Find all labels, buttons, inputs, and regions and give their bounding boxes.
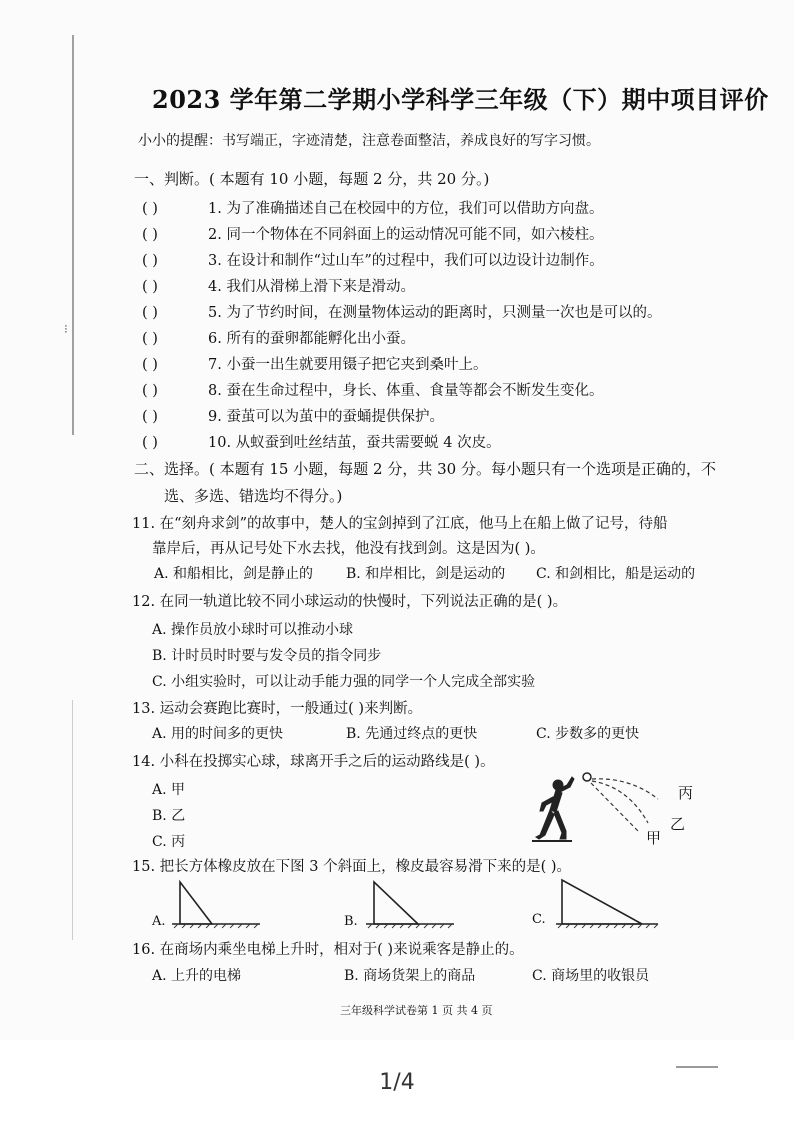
answer-blank[interactable]: ( ) (142, 279, 158, 295)
answer-blank[interactable]: ( ) (142, 383, 158, 399)
q15-option-a[interactable]: A. (152, 914, 166, 929)
q11-stem: 11. 在“刻舟求剑”的故事中，楚人的宝剑掉到了江底，他马上在船上做了记号，待船 (132, 516, 668, 532)
q16-option-b[interactable]: B. 商场货架上的商品 (344, 968, 476, 984)
answer-blank[interactable]: ( ) (142, 227, 158, 243)
answer-blank[interactable]: ( ) (142, 305, 158, 321)
binding-line-lower (72, 700, 73, 940)
q13-stem: 13. 运动会赛跑比赛时，一般通过( )来判断。 (132, 701, 423, 717)
tf-item-4: ( ) 4. 我们从滑梯上滑下来是滑动。 (142, 279, 415, 295)
q14-stem: 14. 小科在投掷实心球，球离开手之后的运动路线是( )。 (132, 754, 495, 770)
tf-item-3: ( ) 3. 在设计和制作“过山车”的过程中，我们可以边设计边制作。 (142, 253, 604, 269)
tf-item-8: ( ) 8. 蚕在生命过程中，身长、体重、食量等都会不断发生变化。 (142, 383, 604, 399)
answer-blank[interactable]: ( ) (142, 357, 158, 373)
label-bing: 丙 (678, 784, 694, 802)
shot-put-figure (520, 765, 720, 850)
q11-stem-cont: 靠岸后，再从记号处下水去找，他没有找到剑。这是因为( )。 (152, 541, 545, 557)
answer-blank[interactable]: ( ) (142, 331, 158, 347)
answer-blank[interactable]: ( ) (142, 253, 158, 269)
slope-b-figure (362, 880, 462, 930)
q14-option-a[interactable]: A. 甲 (152, 782, 186, 798)
tf-item-2: ( ) 2. 同一个物体在不同斜面上的运动情况可能不同，如六棱柱。 (142, 227, 604, 243)
q15-option-b[interactable]: B. (344, 914, 358, 929)
q13-option-a[interactable]: A. 用的时间多的更快 (152, 726, 284, 742)
q11-option-b[interactable]: B. 和岸相比，剑是运动的 (346, 566, 506, 582)
q12-option-c[interactable]: C. 小组实验时，可以让动手能力强的同学一个人完成全部实验 (152, 674, 536, 690)
trajectory-jia (591, 783, 638, 831)
tf-item-7: ( ) 7. 小蚕一出生就要用镊子把它夹到桑叶上。 (142, 357, 488, 373)
label-jia: 甲 (646, 829, 662, 847)
q12-option-a[interactable]: A. 操作员放小球时可以推动小球 (152, 622, 354, 638)
tf-item-5: ( ) 5. 为了节约时间，在测量物体运动的距离时，只测量一次也是可以的。 (142, 305, 662, 321)
scan-smudge (676, 1066, 718, 1068)
answer-blank[interactable]: ( ) (142, 409, 158, 425)
exam-title: 2023 学年第二学期小学科学三年级（下）期中项目评价 (152, 85, 769, 114)
tf-item-9: ( ) 9. 蚕茧可以为茧中的蚕蛹提供保护。 (142, 409, 444, 425)
part2-heading: 二、选择。( 本题有 15 小题，每题 2 分，共 30 分。每小题只有一个选项是正确的，不 (134, 460, 716, 478)
slope-a-figure (168, 880, 268, 930)
binding-line (72, 35, 74, 435)
tf-item-10: ( ) 10. 从蚁蚕到吐丝结茧，蚕共需要蜕 4 次皮。 (142, 435, 501, 451)
slope-c-figure (554, 878, 664, 930)
q16-option-a[interactable]: A. 上升的电梯 (152, 968, 242, 984)
answer-blank[interactable]: ( ) (142, 201, 158, 217)
q16-option-c[interactable]: C. 商场里的收银员 (532, 968, 650, 984)
trajectory-yi (592, 781, 648, 823)
thrower-icon (532, 777, 574, 841)
ball-icon (583, 773, 591, 781)
q16-stem: 16. 在商场内乘坐电梯上升时，相对于( )来说乘客是静止的。 (132, 942, 524, 958)
q11-option-c[interactable]: C. 和剑相比，船是运动的 (536, 566, 696, 582)
page-footer: 三年级科学试卷第 1 页 共 4 页 (340, 1004, 493, 1017)
q12-stem: 12. 在同一轨道比较不同小球运动的快慢时，下列说法正确的是( )。 (132, 594, 568, 610)
margin-mark: ⁝ (64, 322, 68, 336)
q11-option-a[interactable]: A. 和船相比，剑是静止的 (154, 566, 314, 582)
label-yi: 乙 (670, 815, 686, 833)
tf-item-1: ( ) 1. 为了准确描述自己在校园中的方位，我们可以借助方向盘。 (142, 201, 604, 217)
q14-option-b[interactable]: B. 乙 (152, 808, 186, 824)
answer-blank[interactable]: ( ) (142, 435, 158, 451)
q13-option-c[interactable]: C. 步数多的更快 (536, 726, 640, 742)
q15-stem: 15. 把长方体橡皮放在下图 3 个斜面上，橡皮最容易滑下来的是( )。 (132, 859, 572, 875)
q14-option-c[interactable]: C. 丙 (152, 834, 186, 850)
q15-option-c[interactable]: C. (532, 912, 546, 927)
part2-heading-cont: 选、多选、错选均不得分。) (164, 487, 343, 505)
page-indicator: 1/4 (379, 1070, 415, 1095)
tf-item-6: ( ) 6. 所有的蚕卵都能孵化出小蚕。 (142, 331, 415, 347)
q13-option-b[interactable]: B. 先通过终点的更快 (346, 726, 478, 742)
part1-heading: 一、判断。( 本题有 10 小题，每题 2 分，共 20 分。) (134, 170, 490, 188)
q12-option-b[interactable]: B. 计时员时时要与发令员的指令同步 (152, 648, 382, 664)
reminder-text: 小小的提醒：书写端正，字迹清楚，注意卷面整洁，养成良好的写字习惯。 (138, 133, 600, 149)
